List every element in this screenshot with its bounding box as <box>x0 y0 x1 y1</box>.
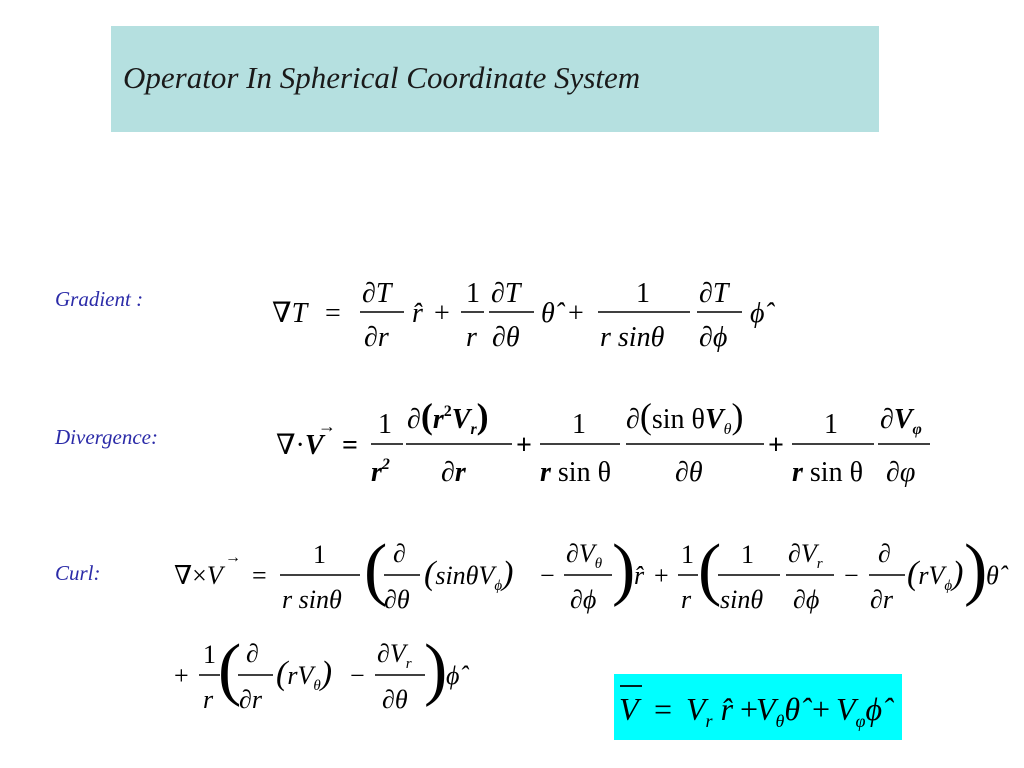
svg-text:sinθ: sinθ <box>720 585 764 614</box>
gradient-label: Gradient : <box>55 287 144 311</box>
svg-text:→: → <box>225 549 241 566</box>
svg-text:+: + <box>434 298 450 329</box>
svg-text:∂θ: ∂θ <box>384 585 410 614</box>
svg-text:∇×V: ∇×V <box>174 561 223 590</box>
svg-text:): ) <box>424 631 448 708</box>
svg-text:∂: ∂ <box>393 539 406 568</box>
svg-text:r2: $r^2$ <box>371 456 390 488</box>
svg-text:∂: ∂ <box>246 639 259 668</box>
svg-text:1: 1 <box>378 409 392 440</box>
svg-text:r: r <box>681 585 692 614</box>
svg-text:1: 1 <box>636 278 650 309</box>
svg-text:+: + <box>568 298 584 329</box>
svg-text:Vφϕ̂: $V_\varphi\phî$ <box>836 691 883 731</box>
svg-text:r sin θ: r sin θ <box>792 457 863 488</box>
svg-text:(rVθ): $(rV_\theta)$ <box>276 655 333 694</box>
svg-text:−: − <box>350 661 365 690</box>
svg-text:∂φ: ∂φ <box>886 457 916 488</box>
svg-text:ϕ̂: ϕ̂ <box>750 298 765 329</box>
svg-text:+: + <box>740 691 759 727</box>
svg-text:(rVϕ): $(rV_\phi)$ <box>907 555 964 594</box>
svg-text:∂ϕ: ∂ϕ <box>570 585 597 614</box>
svg-text:1: 1 <box>313 540 326 569</box>
svg-text:+: + <box>654 561 669 590</box>
svg-text:r̂: r̂ <box>412 298 423 329</box>
svg-text:∂(sin θVθ): ∂(sin $\theta V_\theta$) <box>626 396 744 438</box>
svg-text:r: r <box>203 685 214 714</box>
svg-text:1: 1 <box>824 409 838 440</box>
svg-text:∂ϕ: ∂ϕ <box>793 585 820 614</box>
svg-text:∂(r2Vr): $\partial(r^2V_r)$ <box>407 396 489 438</box>
svg-text:θ̂: θ̂ <box>986 561 999 590</box>
svg-text:+: + <box>516 430 532 461</box>
svg-text:=: = <box>342 430 358 461</box>
svg-text:+: + <box>768 430 784 461</box>
svg-text:∂Vr: $\partial V_r$ <box>377 639 412 672</box>
svg-text:∂r: ∂r <box>441 457 466 488</box>
svg-text:∂T: ∂T <box>491 278 521 309</box>
svg-text:r sin θ: r sin θ <box>540 457 611 488</box>
svg-text:∂T: ∂T <box>699 278 729 309</box>
svg-text:(: ( <box>364 531 388 608</box>
svg-text:−: − <box>540 561 555 590</box>
svg-text:(: ( <box>698 531 722 608</box>
svg-text:=: = <box>654 691 673 727</box>
slide-title: Operator In Spherical Coordinate System <box>123 60 641 95</box>
svg-text:∂ϕ: ∂ϕ <box>699 322 728 353</box>
svg-text:(sinθVϕ): (sinθV$_\phi$) <box>424 555 514 594</box>
svg-text:θ̂: θ̂ <box>541 298 555 329</box>
svg-text:(: ( <box>218 631 242 708</box>
svg-text:1: 1 <box>572 409 586 440</box>
svg-text:Vθθ̂: $V_\theta\thetâ$ <box>756 691 801 731</box>
svg-text:∇·V: ∇·V <box>276 430 324 461</box>
svg-text:V: V <box>619 691 639 727</box>
svg-text:∂Vφ: $\partial V_\varphi$ <box>880 404 922 438</box>
svg-text:∂Vθ: $\partial V_\theta$ <box>566 539 603 572</box>
svg-text:+: + <box>812 691 831 727</box>
svg-text:∂Vr: $\partial V_r$ <box>788 539 823 572</box>
svg-text:∂r: ∂r <box>239 685 262 714</box>
svg-text:∂θ: ∂θ <box>382 685 408 714</box>
svg-text:=: = <box>252 561 267 590</box>
svg-text:1: 1 <box>203 640 216 669</box>
divergence-label: Divergence: <box>55 425 158 449</box>
svg-text:∂θ: ∂θ <box>492 322 520 353</box>
svg-text:Vr r̂: $V_r$ r̂ <box>686 691 734 731</box>
svg-text:ϕ̂: ϕ̂ <box>446 661 460 690</box>
svg-text:r̂: r̂ <box>634 561 645 590</box>
curl-label: Curl: <box>55 561 101 585</box>
svg-text:∂: ∂ <box>878 539 891 568</box>
svg-text:∂θ: ∂θ <box>675 457 703 488</box>
svg-text:1: 1 <box>681 540 694 569</box>
svg-text:=: = <box>325 298 341 329</box>
svg-text:1: 1 <box>741 540 754 569</box>
svg-text:+: + <box>174 661 189 690</box>
svg-text:): ) <box>964 531 988 608</box>
svg-text:−: − <box>844 561 859 590</box>
svg-text:∂T: ∂T <box>362 278 392 309</box>
svg-text:∂r: ∂r <box>870 585 893 614</box>
svg-text:→: → <box>318 416 336 436</box>
svg-text:1: 1 <box>466 278 480 309</box>
svg-text:r: r <box>466 322 477 353</box>
svg-text:∇T: ∇T <box>272 298 308 329</box>
svg-text:r sinθ: r sinθ <box>600 322 665 353</box>
svg-text:r sinθ: r sinθ <box>282 585 342 614</box>
svg-text:): ) <box>612 531 636 608</box>
svg-text:∂r: ∂r <box>364 322 389 353</box>
